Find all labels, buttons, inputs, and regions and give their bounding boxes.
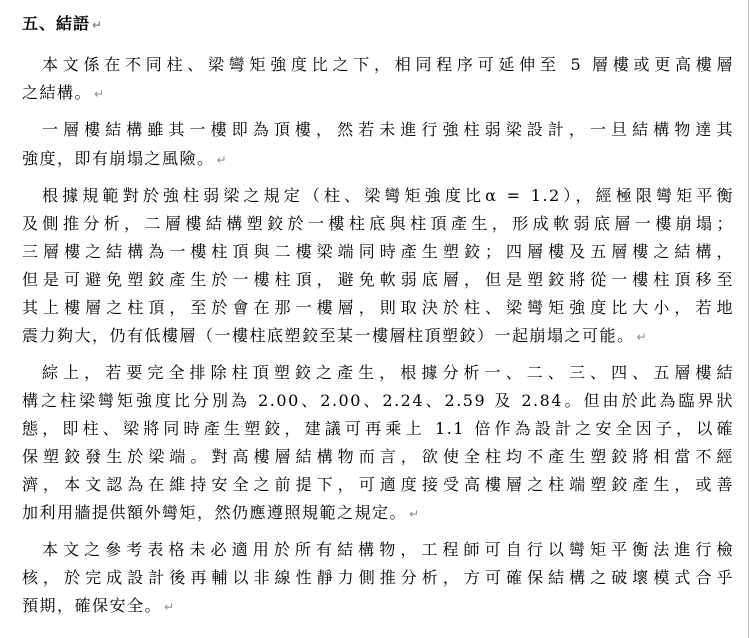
line-text: 加利用牆提供額外彎矩，然仍應遵照規範之規定。: [22, 503, 408, 522]
paragraph-line: 保塑鉸發生於梁端。對高樓層結構物而言，欲使全柱均不產生塑鉸將相當不經: [22, 447, 734, 466]
paragraph-mark-icon: ↵: [409, 507, 420, 521]
paragraph-line: 及側推分析，二層樓結構塑鉸於一樓柱底與柱頂產生，形成軟弱底層一樓崩塌；: [22, 214, 734, 233]
line-text: 震力夠大，仍有低樓層（一樓柱底塑鉸至某一樓層柱頂塑鉸）一起崩塌之可能。: [22, 326, 635, 345]
paragraph-line: [22, 147, 227, 171]
paragraph-line: 構之柱梁彎矩強度比分別為 2.00、2.00、2.24、2.59 及 2.84。但由於此為臨界狀: [22, 391, 734, 410]
line-text: 預期，確保安全。: [22, 596, 163, 615]
paragraph-line: 本文之參考表格未必適用於所有結構物，工程師可自行以彎矩平衡法進行檢: [42, 540, 734, 559]
paragraph-line: 根據規範對於強柱弱梁之規定（柱、梁彎矩強度比α = 1.2），經極限彎矩平衡: [42, 186, 734, 205]
paragraph-mark-icon: ↵: [92, 18, 103, 32]
paragraph-line: [22, 501, 419, 525]
paragraph-line: [22, 324, 647, 348]
paragraph-line: 濟，本文認為在維持安全之前提下，可適度接受高樓層之柱端塑鉸產生，或善: [22, 475, 734, 494]
line-text: 之結構。: [22, 83, 93, 102]
paragraph-mark-icon: ↵: [636, 330, 647, 344]
paragraph-line: 綜上，若要完全排除柱頂塑鉸之產生，根據分析一、二、三、四、五層樓結: [42, 363, 734, 382]
section-heading-text: 五、結語: [22, 14, 91, 33]
paragraph-mark-icon: ↵: [164, 600, 175, 614]
paragraph-mark-icon: ↵: [94, 87, 105, 101]
paragraph-line: 其上樓層之柱頂，至於會在那一樓層，則取決於柱、梁彎矩強度比大小，若地: [22, 298, 734, 317]
paragraph-line: 態，即柱、梁將同時產生塑鉸，建議可再乘上 1.1 倍作為設計之安全因子，以確: [22, 419, 734, 438]
line-text: 強度，即有崩塌之風險。: [22, 149, 215, 168]
paragraph-line: 三層樓之結構為一樓柱頂與二樓梁端同時產生塑鉸；四層樓及五層樓之結構，: [22, 242, 734, 261]
paragraph-line: [22, 594, 174, 618]
paragraph-mark-icon: ↵: [216, 153, 227, 167]
paragraph-line: 核，於完成設計後再輔以非線性靜力側推分析，方可確保結構之破壞模式合乎: [22, 568, 734, 587]
paragraph-line: [22, 81, 104, 105]
section-heading: [22, 12, 102, 37]
paragraph-line: 但是可避免塑鉸產生於一樓柱頂，避免軟弱底層，但是塑鉸將從一樓柱頂移至: [22, 270, 734, 289]
paragraph-line: 本文係在不同柱、梁彎矩強度比之下，相同程序可延伸至 5 層樓或更高樓層: [42, 55, 734, 74]
paragraph-line: 一層樓結構雖其一樓即為頂樓，然若未進行強柱弱梁設計，一旦結構物達其: [42, 120, 734, 139]
